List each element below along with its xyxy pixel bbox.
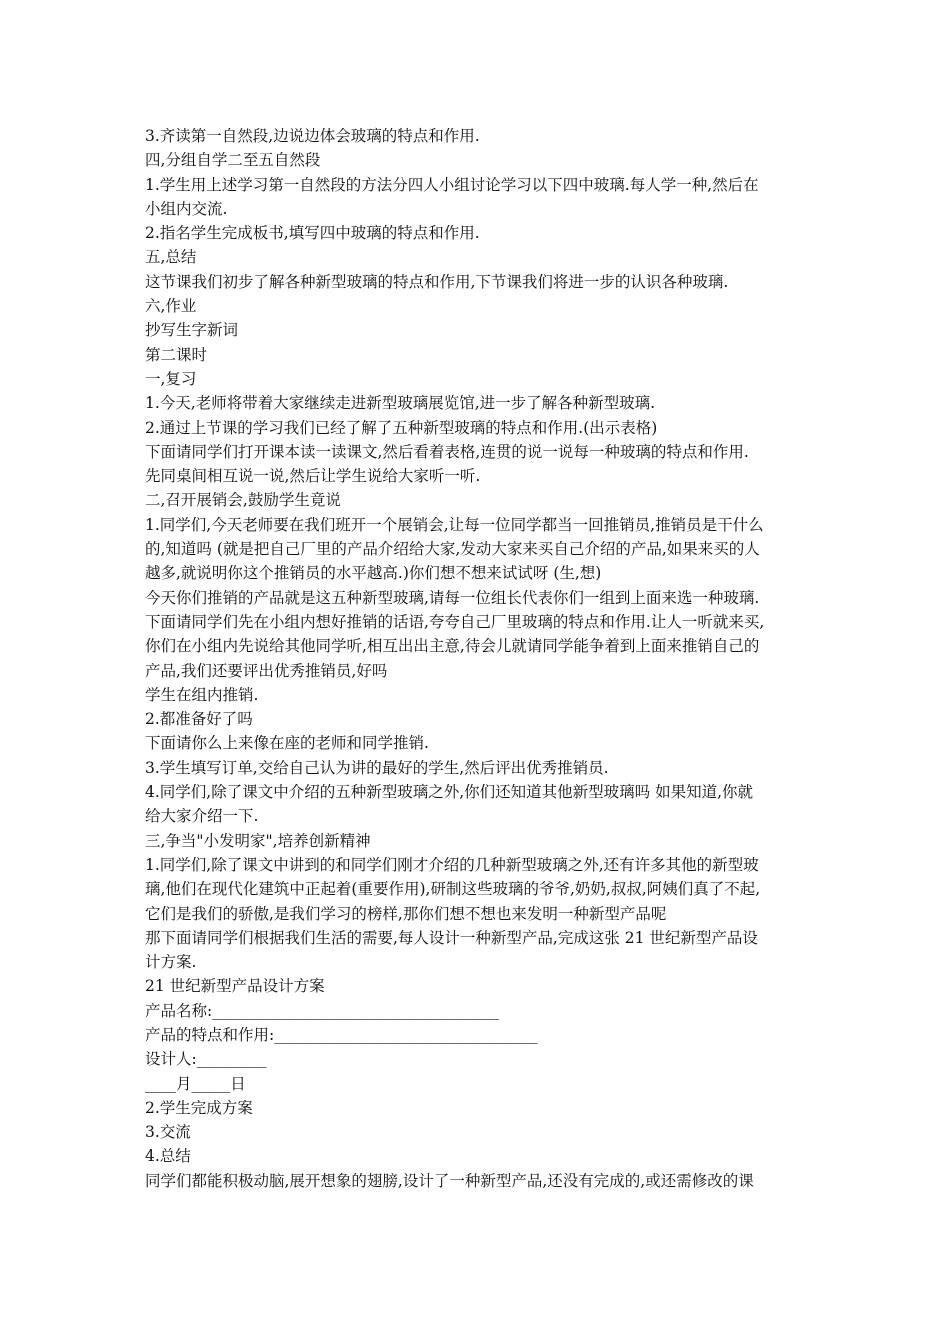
form-title: 21 世纪新型产品设计方案 [145, 977, 325, 996]
text-line: 给大家介绍一下. [145, 807, 259, 826]
section-heading: 五,总结 [145, 248, 197, 267]
text-line: 2.指名学生完成板书,填写四中玻璃的特点和作用. [145, 224, 480, 243]
text-line: 1.今天,老师将带着大家继续走进新型玻璃展览馆,进一步了解各种新型玻璃. [145, 394, 656, 413]
text-line: 4.总结 [145, 1147, 191, 1166]
text-line: 下面请同学们打开课本读一读课文,然后看着表格,连贯的说一说每一种玻璃的特点和作用. [145, 442, 749, 461]
text-line: 3.齐读第一自然段,边说边体会玻璃的特点和作用. [145, 127, 480, 145]
section-heading: 六,作业 [145, 297, 197, 316]
text-line: 小组内交流. [145, 199, 228, 218]
section-heading: 四,分组自学二至五自然段 [145, 151, 321, 170]
text-line: 2.都准备好了吗 [145, 710, 253, 729]
text-line: 1.同学们,除了课文中讲到的和同学们刚才介绍的几种新型玻璃之外,还有许多其他的新型玻 [145, 855, 759, 874]
section-heading: 一,复习 [145, 369, 197, 388]
text-line: 今天你们推销的产品就是这五种新型玻璃,请每一位组长代表你们一组到上面来选一种玻璃. [145, 588, 760, 607]
text-line: 1.同学们,今天老师要在我们班开一个展销会,让每一位同学都当一回推销员,推销员是干什么 [145, 515, 764, 534]
section-heading: 二,召开展销会,鼓励学生竟说 [145, 491, 341, 510]
form-field-features: 产品的特点和作用:__________________________________ [145, 1025, 538, 1044]
text-line: 的,知道吗 (就是把自己厂里的产品介绍给大家,发动大家来买自己介绍的产品,如果来买的人 [145, 540, 760, 559]
form-field-product-name: 产品名称:_____________________________________ [145, 1001, 499, 1020]
text-line: 这节课我们初步了解各种新型玻璃的特点和作用,下节课我们将进一步的认识各种玻璃. [145, 272, 729, 291]
lesson-heading: 第二课时 [145, 345, 208, 364]
text-line: 3.交流 [145, 1123, 191, 1142]
form-field-designer: 设计人:_________ [145, 1050, 267, 1069]
section-heading: 三,争当"小发明家",培养创新精神 [145, 831, 371, 850]
text-line: 先同桌间相互说一说,然后让学生说给大家听一听. [145, 467, 481, 486]
text-line: 产品,我们还要评出优秀推销员,好吗 [145, 661, 388, 680]
text-line: 越多,就说明你这个推销员的水平越高.)你们想不想来试试呀 (生,想) [145, 564, 602, 583]
text-line: 同学们都能积极动脑,展开想象的翅膀,设计了一种新型产品,还没有完成的,或还需修改的课 [145, 1171, 754, 1190]
text-line: 3.学生填写订单,交给自己认为讲的最好的学生,然后评出优秀推销员. [145, 758, 609, 777]
text-line: 抄写生字新词 [145, 321, 239, 340]
text-line: 4.同学们,除了课文中介绍的五种新型玻璃之外,你们还知道其他新型玻璃吗 如果知道,你就 [145, 783, 753, 802]
text-line: 那下面请同学们根据我们生活的需要,每人设计一种新型产品,完成这张 21 世纪新型产品设 [145, 928, 758, 947]
text-line: 你们在小组内先说给其他同学听,相互出出主意,待会儿就请同学能争着到上面来推销自己的 [145, 637, 760, 656]
text-line: 璃,他们在现代化建筑中正起着(重要作用),研制这些玻璃的爷爷,奶奶,叔叔,阿姨们真了不起, [145, 880, 761, 899]
text-line: 2.通过上节课的学习我们已经了解了五种新型玻璃的特点和作用.(出示表格) [145, 418, 658, 437]
text-line: 1.学生用上述学习第一自然段的方法分四人小组讨论学习以下四中玻璃.每人学一种,然后在 [145, 175, 759, 194]
text-line: 学生在组内推销. [145, 685, 259, 704]
text-line: 它们是我们的骄傲,是我们学习的榜样,那你们想不想也来发明一种新型产品呢 [145, 904, 667, 923]
text-line: 2.学生完成方案 [145, 1098, 253, 1117]
text-line: 下面请同学们先在小组内想好推销的话语,夸夸自己厂里玻璃的特点和作用.让人一听就来买, [145, 612, 765, 631]
form-field-date: ____月_____日 [145, 1074, 246, 1093]
text-line: 计方案. [145, 953, 197, 972]
document-body [145, 124, 815, 1193]
text-line: 下面请你么上来像在座的老师和同学推销. [145, 734, 429, 753]
